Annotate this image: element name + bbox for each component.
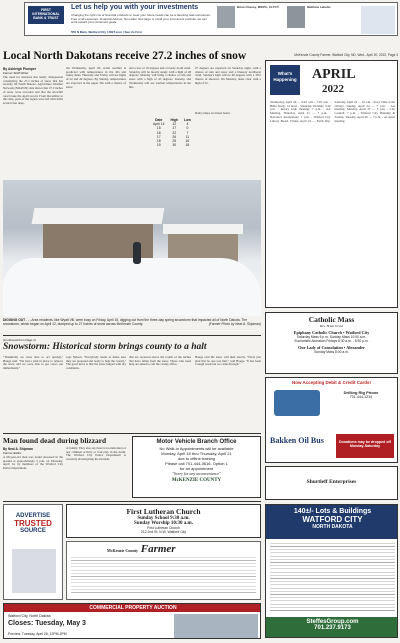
motor-vehicle-line: for an appointment (179, 466, 214, 471)
man-found-byline: By Neal A. Shipman Farmer Editor (3, 447, 33, 455)
table-cell: 17 (156, 134, 161, 139)
catholic-times: Saturday Mass 6 p.m. Sunday Mass 10:00 a.m. (296, 335, 367, 339)
snowstorm-continued: (Continued from Page 1) (3, 338, 36, 342)
table-cell: 7 (186, 130, 189, 135)
table-cell: 26 (172, 134, 177, 139)
farmer-box-text (71, 557, 256, 593)
bus-graphic (274, 390, 320, 416)
auction-strip-closes: Closes: Tuesday, May 3 (8, 620, 86, 627)
catholic-church: Our Lady of Consolation • Alexander (298, 345, 365, 350)
table-cell: 18 (156, 139, 161, 144)
man-found-headline: Man found dead during blizzard (3, 436, 107, 445)
catholic-times: Sunday Mass 8:00 a.m. (314, 350, 349, 354)
table-row (150, 126, 194, 130)
snowstorm-photo (3, 180, 261, 316)
main-story-col-4: 27 degrees are expected on Saturday night, with a chance of rain and snow and a blustery northwest wind. Sunday's high will be 48 degrees with a 30% chance of showers. On Monday, skies clear with a high of 52. (195, 67, 261, 85)
table-cell: 16 (185, 139, 190, 144)
calendar-year: 2022 (322, 83, 344, 95)
snowstorm-col-4: Hauge said the snow will melt slowly. "We're just glad that no one was hurt," said Hauge. "It has been a tough week but we came through." (195, 356, 261, 367)
investments-graphic (361, 6, 395, 34)
top-bank-ad (24, 2, 398, 36)
table-cell: 19 (156, 143, 161, 148)
bakken-logo: Bakken Oil Bus (270, 436, 324, 445)
table-cell: 22 (172, 130, 177, 135)
motor-vehicle-title: Motor Vehicle Branch Office (156, 439, 237, 445)
mckenzie-county-logo: McKENZIE COUNTY (171, 478, 222, 483)
motor-vehicle-line: No Walk-in Appointments will be available (159, 446, 234, 451)
main-story-col-3: and a low of 19 degrees and a breezy north wind. Saturday will be mostly sunny with a high of 48 degrees. Monday will bring a chance of rain and snow with a high of 43 degrees. Tuesday and Wednesday will see warmer temperatures in the 60s. (129, 67, 191, 89)
masthead-folio: McKenzie County Farmer, Watford City, ND, Wed., April 20, 2022, Page 3 (294, 53, 398, 57)
photo-caption: DIGGING OUT . . . Area residents, like Wyatt Vill, were busy on Friday, April 15, digging out from the three-day spring snowstorm that impacted all of North Dakota. The snowstorm, which began on April 12, dumped up to 27 inches of snow across McKenzie County. (Farmer Photo by Neal A. Shipman) (3, 318, 261, 326)
snowstorm-col-2: says Nelson. "Everybody needs to make sure they are prepared and ready to help the county." The good news is that the snow helped with dry conditions. (66, 356, 126, 371)
advertise-line: SOURCE (20, 528, 46, 534)
advisor-name-2: Matthew Labahn (307, 5, 331, 9)
man-found-col-1: A 60-year-old man was found deceased in the ground at approximately 2 p.m. on Thursday, April 14, by members of the Watford City Police Department. (3, 456, 63, 471)
lutheran-line: 212 2nd St. N.W. Watford City (140, 530, 187, 534)
man-found-col-2: of family. They also say there is no indication of any criminal activity or foul play in the death. The Watford City Police Department is currently investigating the incident. (66, 447, 126, 462)
lutheran-title: First Lutheran Church (126, 507, 201, 516)
advisor-photo-1 (217, 6, 235, 28)
calendar-badge: What's Happening (270, 65, 300, 95)
main-story-col-1: The need for moisture has nearly disappeared considering the 27.2 inches of snow that has recently hit North Dakota. Agriculture Weather Network (NDAWN) data shows that 27.2 inches of snow were recorded and that the snowfall total broke the April record. From December to this date, parts of the region were left with drifts several feet deep. (3, 76, 63, 105)
main-byline: By Ashleigh Plumper Farmer Staff Writer (3, 67, 37, 75)
advertise-line: ADVERTISE (15, 513, 51, 519)
table-row (150, 143, 194, 147)
table-cell: 15 (156, 126, 161, 131)
snowstorm-col-3: that are received above the fourth of the inches that have fallen from the snow. Those who need help are asked to call the county office. (129, 356, 191, 367)
calendar-month: APRIL (312, 67, 356, 82)
motor-vehicle-line: due to offline training (177, 456, 216, 461)
bank-logo: FIRST INTERNATIONAL BANK & TRUST (28, 6, 64, 24)
motor-vehicle-line: Please call 701-444-3616, Option 1 (165, 461, 228, 466)
top-ad-headline: Let us help you with your investments (71, 4, 199, 11)
motor-vehicle-line: Monday, April 18 thru Thursday, April 21 (161, 451, 232, 456)
bakken-details: Drilling Rig Phone 701-444-1234 (343, 390, 379, 399)
auction-details (270, 543, 395, 613)
donations-box: Donations may be dropped off Monday-Saturday (336, 434, 394, 458)
auction-strip-sub: Watford City, North Dakota (8, 614, 51, 618)
catholic-church: Epiphany Catholic Church • Watford City (293, 330, 370, 335)
lutheran-line: Sunday Worship 10:30 a.m. (134, 521, 193, 526)
auction-strip-preview: Preview: Tuesday, April 26, 12PM-2PM (8, 632, 67, 636)
table-cell: 12 (172, 122, 177, 127)
lutheran-line: Sunday School 9:30 a.m. (137, 516, 190, 521)
table-cell: 30 (172, 143, 177, 148)
temperature-table (150, 118, 194, 147)
table-cell: 0 (186, 126, 189, 131)
advertise-line: TRUSTED (14, 519, 52, 528)
table-cell: April 14 (153, 122, 165, 127)
temps-col-high: High (170, 118, 179, 122)
shurtleff-ad (265, 466, 398, 500)
top-ad-address: 550 N Main, Watford City | FIBT.com | See Us First (71, 30, 142, 34)
divider (3, 335, 261, 336)
temps-col-low: Low (184, 118, 191, 122)
garage-roof-snow (163, 224, 243, 234)
snowstorm-col-1: "Thankfully we were able to act quickly," Hauge said. "We had a plan in place to remove the snow and we were able to get crews out immediately." (3, 356, 63, 371)
person-shoveling (133, 242, 141, 264)
catholic-adoration: Eucharistic Adoration Fridays 8:30 a.m. - 8:30 p.m. (294, 339, 369, 343)
advisor-photo-2 (287, 6, 305, 28)
newspaper-graphic (12, 549, 56, 593)
farmer-box-title: McKenzie County Farmer (107, 543, 176, 555)
table-cell: 18 (185, 143, 190, 148)
catholic-priest: Rev. Brian Gross (319, 324, 344, 328)
top-ad-body: Changing the right mix of financial products to meet your future needs can be a daunting task sometimes. Free of all expenses. Financial Advisor, No matter how large or small your investment portfolio, we can work toward your retirement goals. (71, 13, 211, 25)
table-cell: 16 (156, 130, 161, 135)
temps-label: Daily temps are listed below (195, 112, 231, 115)
roof-snow (32, 208, 165, 224)
first-lutheran-ad (66, 504, 261, 538)
divider (3, 433, 261, 434)
bakken-oil-bus-ad (265, 377, 398, 463)
catholic-title: Catholic Mass (308, 315, 355, 324)
auction-strip (3, 603, 261, 639)
temps-col-date: Date (155, 118, 163, 122)
auction-banner: 140±/- Lots & Buildings WATFORD CITY NORTH DAKOTA (266, 505, 398, 539)
motor-vehicle-line: "Sorry for any inconvenience" (172, 471, 221, 476)
catholic-mass-ad (265, 312, 398, 374)
table-cell: 17 (172, 126, 177, 131)
divider (3, 501, 261, 502)
card-accept-tag: Now Accepting Debit & Credit Cards! (291, 380, 372, 385)
table-cell: 25 (172, 139, 177, 144)
lutheran-line: First Lutheran Church (147, 526, 180, 530)
auction-strip-header: COMMERCIAL PROPERTY AUCTION (4, 604, 261, 612)
main-headline: Local North Dakotans receive 27.2 inches of snow (3, 50, 247, 62)
calendar-box (265, 60, 398, 308)
motor-vehicle-ad (132, 436, 261, 498)
calendar-entries: Wednesday, April 20 — 6:45 a.m. - 7:45 a.m. - Bible Study; 12 noon - Weekday Worship; 5:30 p.m. - Rotary Club meeting; 7 p.m. - AA Meeting. Thursday, April 21 — 7 p.m. - Narcotics Anonymous; 7 p.m. - Watford City Library Board. Friday, April 22 — Earth Day. Saturday, April 23 — 10 a.m. - Story Time at the Library. Sunday, April 24 — 7 p.m. - AA meeting. Monday, April 25 — 5 p.m. - City Council; 7 p.m. - Watford City Planning & Zoning. Tuesday, April 26 — 7 p.m. - Al-Anon meeting. (270, 101, 395, 123)
shurtleff-title: Shurtleff Enterprises (306, 479, 357, 485)
auction-strip-photo (174, 614, 258, 638)
farmer-staff-box (66, 541, 261, 600)
table-cell: 4 (186, 122, 189, 127)
auction-ad (265, 504, 398, 638)
table-cell: 11 (185, 134, 190, 139)
snowstorm-headline: Snowstorm: Historical storm brings county to a halt (3, 342, 207, 352)
main-story-col-2: On Wednesday, April 20, warm weather is predicted with temperatures in the 40s and sunny skies. Thursday and Friday will see highs of 52 and 49 degrees. By Sunday, temperatures are expected in the upper 30s with a chance of snow. (66, 67, 126, 89)
snowbank (3, 258, 261, 316)
advertise-trusted-source-ad (3, 504, 63, 600)
advisor-name-1: Brian Cheney, MS/PC, CLTC® (237, 5, 279, 9)
auction-footer: SteffesGroup.com 701.237.9173 (266, 617, 398, 638)
